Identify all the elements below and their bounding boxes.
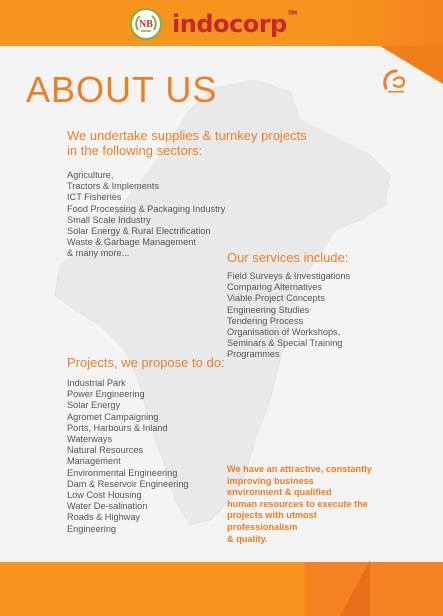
list-item: Engineering Studies [227, 304, 310, 315]
list-item: Waterways [67, 434, 113, 445]
list-item: Field Surveys & Investigations [227, 271, 351, 281]
callout-line: projects with utmost professionalism [227, 510, 317, 532]
emblem-text: NB [139, 18, 153, 30]
callout-line: environment & qualified [227, 487, 332, 498]
list-item: Programmes [227, 349, 280, 360]
projects-heading: Projects, we propose to do: [67, 355, 225, 370]
list-item: Comparing Alternatives [227, 282, 322, 293]
callout-line: & quality. [227, 533, 268, 544]
list-item: Tendering Process [227, 315, 304, 326]
list-item: Water De-salination [67, 501, 148, 512]
emblem-icon [130, 8, 162, 40]
brand-name: indocorp™ [172, 10, 297, 38]
wreath-icon [132, 10, 160, 38]
list-item: Organisation of Workshops, [227, 327, 341, 338]
list-item: Engineering [67, 523, 117, 534]
list-item: Dam & Reservoir Engineering [67, 478, 189, 489]
page-title: ABOUT US [26, 69, 218, 110]
list-item: Low Cost Housing [67, 490, 142, 501]
header-gradient [330, 0, 443, 46]
list-item: Food Processing & Packaging Industry [67, 203, 226, 214]
callout-line: We have an attractive, constantly [227, 464, 372, 474]
list-item: Natural Resources [67, 445, 144, 456]
list-item: Ports, Harbours & Inland [67, 422, 168, 433]
callout-statement [227, 464, 377, 545]
list-item: Management [67, 456, 121, 467]
list-item: Roads & Highway [67, 512, 141, 523]
list-item: Power Engineering [67, 389, 145, 400]
list-item: Viable Project Concepts [227, 293, 325, 304]
partner-logo-icon [380, 66, 410, 96]
list-item: Solar Energy & Rural Electrification [67, 226, 211, 237]
list-item: Environmental Engineering [67, 467, 178, 478]
list-item: ICT Fisheries [67, 192, 122, 203]
footer-accent [305, 562, 443, 616]
services-heading: Our services include: [227, 250, 349, 265]
company-logo [130, 8, 297, 40]
callout-line: improving business [227, 475, 314, 486]
list-item: Small Scale Industry [67, 214, 151, 225]
callout-line: human resources to execute the [227, 498, 368, 509]
list-item: Tractors & Implements [67, 181, 160, 192]
sectors-heading: We undertake supplies & turnkey projects in the following sectors: [67, 128, 307, 158]
list-item: & many more... [67, 248, 130, 259]
list-item: Industrial Park [67, 378, 126, 388]
list-item: Agromet Campaigning [67, 411, 159, 422]
sectors-list [67, 170, 267, 260]
list-item: Solar Energy [67, 400, 121, 411]
list-item: Seminars & Special Training [227, 338, 343, 349]
projects-list [67, 378, 217, 535]
trademark-mark: TM [287, 10, 297, 17]
list-item: Agriculture, [67, 170, 114, 180]
list-item: Waste & Garbage Management [67, 237, 196, 248]
footer-diagonal [340, 560, 370, 616]
services-list [227, 271, 377, 361]
